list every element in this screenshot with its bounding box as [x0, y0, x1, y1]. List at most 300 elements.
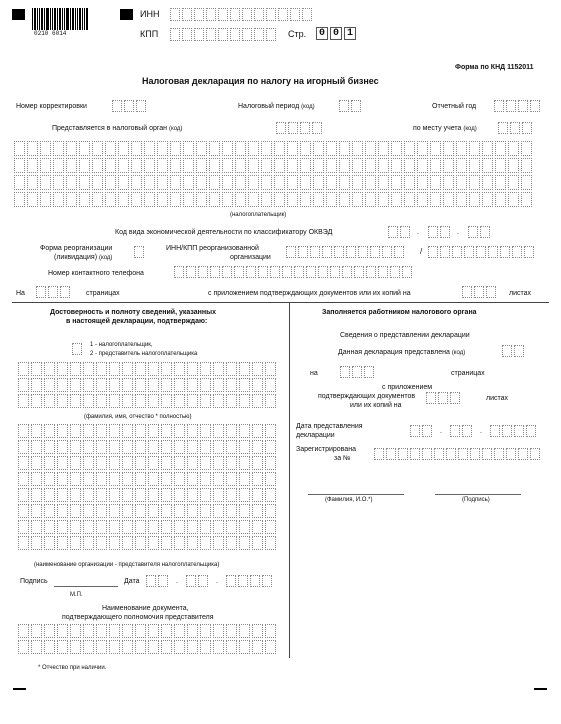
input-cell[interactable] [44, 536, 55, 550]
input-cell[interactable] [18, 504, 29, 518]
input-cell[interactable] [187, 504, 198, 518]
input-cell[interactable] [508, 192, 519, 207]
input-cell[interactable] [482, 175, 493, 190]
input-cell[interactable] [174, 488, 185, 502]
input-cell[interactable] [70, 520, 81, 534]
input-cell[interactable] [122, 424, 133, 438]
input-cell[interactable] [200, 362, 211, 376]
input-cell[interactable] [313, 192, 324, 207]
input-cell[interactable] [157, 141, 168, 156]
input-cell[interactable] [252, 520, 263, 534]
input-cell[interactable] [161, 362, 172, 376]
right-date-month-cells[interactable] [450, 425, 474, 437]
input-cell[interactable] [135, 394, 146, 408]
input-cell[interactable] [174, 504, 185, 518]
input-cell[interactable] [148, 456, 159, 470]
input-cell[interactable] [18, 520, 29, 534]
input-cell[interactable] [83, 362, 94, 376]
representative-org-grid[interactable] [18, 424, 278, 552]
input-cell[interactable] [148, 440, 159, 454]
input-cell[interactable] [417, 158, 428, 173]
input-cell[interactable] [70, 536, 81, 550]
input-cell[interactable] [456, 192, 467, 207]
input-cell[interactable] [239, 424, 250, 438]
input-cell[interactable] [456, 175, 467, 190]
input-cell[interactable] [430, 141, 441, 156]
input-cell[interactable] [14, 158, 25, 173]
input-cell[interactable] [174, 424, 185, 438]
input-cell[interactable] [378, 158, 389, 173]
input-cell[interactable] [161, 440, 172, 454]
submitted-to-cells[interactable] [276, 122, 324, 134]
input-cell[interactable] [14, 175, 25, 190]
input-cell[interactable] [239, 362, 250, 376]
input-cell[interactable] [469, 192, 480, 207]
input-cell[interactable] [174, 440, 185, 454]
input-cell[interactable] [31, 440, 42, 454]
input-cell[interactable] [105, 175, 116, 190]
input-cell[interactable] [174, 640, 185, 654]
input-cell[interactable] [239, 624, 250, 638]
input-cell[interactable] [213, 488, 224, 502]
input-cell[interactable] [183, 141, 194, 156]
input-cell[interactable] [390, 266, 400, 278]
input-cell[interactable] [187, 378, 198, 392]
input-cell[interactable] [135, 362, 146, 376]
input-cell[interactable] [14, 192, 25, 207]
input-cell[interactable] [518, 448, 528, 460]
input-cell[interactable] [96, 378, 107, 392]
input-cell[interactable] [428, 246, 438, 258]
input-cell[interactable] [70, 424, 81, 438]
input-cell[interactable] [118, 192, 129, 207]
input-cell[interactable] [18, 362, 29, 376]
input-cell[interactable] [370, 246, 380, 258]
input-cell[interactable] [326, 192, 337, 207]
input-cell[interactable] [27, 141, 38, 156]
input-cell[interactable] [378, 175, 389, 190]
input-cell[interactable] [378, 266, 388, 278]
input-cell[interactable] [446, 448, 456, 460]
input-cell[interactable] [470, 448, 480, 460]
input-cell[interactable] [18, 394, 29, 408]
input-cell[interactable] [252, 504, 263, 518]
input-cell[interactable] [122, 536, 133, 550]
input-cell[interactable] [287, 175, 298, 190]
input-cell[interactable] [365, 158, 376, 173]
input-cell[interactable] [209, 192, 220, 207]
input-cell[interactable] [31, 456, 42, 470]
input-cell[interactable] [352, 192, 363, 207]
input-cell[interactable] [200, 520, 211, 534]
input-cell[interactable] [261, 141, 272, 156]
input-cell[interactable] [378, 141, 389, 156]
okved-cells-2[interactable] [428, 226, 452, 238]
input-cell[interactable] [326, 175, 337, 190]
input-cell[interactable] [282, 266, 292, 278]
input-cell[interactable] [96, 394, 107, 408]
input-cell[interactable] [235, 175, 246, 190]
input-cell[interactable] [83, 504, 94, 518]
input-cell[interactable] [274, 192, 285, 207]
inn-cells[interactable] [170, 8, 314, 21]
registration-place-cells[interactable] [498, 122, 534, 134]
input-cell[interactable] [118, 158, 129, 173]
input-cell[interactable] [122, 440, 133, 454]
input-cell[interactable] [434, 448, 444, 460]
input-cell[interactable] [239, 504, 250, 518]
input-cell[interactable] [318, 266, 328, 278]
input-cell[interactable] [161, 536, 172, 550]
input-cell[interactable] [482, 141, 493, 156]
input-cell[interactable] [482, 192, 493, 207]
input-cell[interactable] [300, 158, 311, 173]
input-cell[interactable] [96, 472, 107, 486]
input-cell[interactable] [187, 488, 198, 502]
input-cell[interactable] [31, 624, 42, 638]
input-cell[interactable] [352, 175, 363, 190]
input-cell[interactable] [57, 536, 68, 550]
input-cell[interactable] [374, 448, 384, 460]
input-cell[interactable] [148, 424, 159, 438]
input-cell[interactable] [122, 472, 133, 486]
input-cell[interactable] [44, 488, 55, 502]
input-cell[interactable] [83, 536, 94, 550]
input-cell[interactable] [287, 141, 298, 156]
input-cell[interactable] [339, 192, 350, 207]
input-cell[interactable] [248, 158, 259, 173]
input-cell[interactable] [18, 488, 29, 502]
input-cell[interactable] [265, 394, 276, 408]
input-cell[interactable] [306, 266, 316, 278]
input-cell[interactable] [161, 624, 172, 638]
input-cell[interactable] [18, 640, 29, 654]
input-cell[interactable] [495, 175, 506, 190]
input-cell[interactable] [161, 472, 172, 486]
input-cell[interactable] [57, 378, 68, 392]
input-cell[interactable] [524, 246, 534, 258]
input-cell[interactable] [131, 158, 142, 173]
input-cell[interactable] [148, 520, 159, 534]
input-cell[interactable] [96, 362, 107, 376]
input-cell[interactable] [122, 456, 133, 470]
input-cell[interactable] [144, 158, 155, 173]
input-cell[interactable] [44, 624, 55, 638]
input-cell[interactable] [196, 192, 207, 207]
input-cell[interactable] [131, 141, 142, 156]
input-cell[interactable] [135, 440, 146, 454]
input-cell[interactable] [265, 504, 276, 518]
input-cell[interactable] [213, 362, 224, 376]
input-cell[interactable] [40, 192, 51, 207]
input-cell[interactable] [313, 141, 324, 156]
input-cell[interactable] [265, 362, 276, 376]
input-cell[interactable] [365, 141, 376, 156]
input-cell[interactable] [122, 504, 133, 518]
input-cell[interactable] [135, 640, 146, 654]
input-cell[interactable] [200, 378, 211, 392]
input-cell[interactable] [252, 456, 263, 470]
input-cell[interactable] [200, 456, 211, 470]
input-cell[interactable] [79, 175, 90, 190]
input-cell[interactable] [226, 640, 237, 654]
input-cell[interactable] [148, 488, 159, 502]
input-cell[interactable] [226, 624, 237, 638]
input-cell[interactable] [118, 141, 129, 156]
input-cell[interactable] [391, 175, 402, 190]
input-cell[interactable] [213, 394, 224, 408]
input-cell[interactable] [144, 141, 155, 156]
input-cell[interactable] [252, 488, 263, 502]
input-cell[interactable] [394, 246, 404, 258]
input-cell[interactable] [148, 362, 159, 376]
input-cell[interactable] [135, 424, 146, 438]
input-cell[interactable] [213, 472, 224, 486]
input-cell[interactable] [109, 504, 120, 518]
input-cell[interactable] [226, 488, 237, 502]
input-cell[interactable] [44, 424, 55, 438]
input-cell[interactable] [358, 246, 368, 258]
input-cell[interactable] [222, 158, 233, 173]
input-cell[interactable] [476, 246, 486, 258]
input-cell[interactable] [105, 158, 116, 173]
input-cell[interactable] [83, 424, 94, 438]
right-pages-cells[interactable] [340, 366, 376, 378]
input-cell[interactable] [44, 456, 55, 470]
okved-cells-1[interactable] [388, 226, 412, 238]
input-cell[interactable] [339, 141, 350, 156]
input-cell[interactable] [70, 624, 81, 638]
input-cell[interactable] [53, 175, 64, 190]
right-date-day-cells[interactable] [410, 425, 434, 437]
input-cell[interactable] [391, 158, 402, 173]
input-cell[interactable] [70, 362, 81, 376]
input-cell[interactable] [196, 158, 207, 173]
input-cell[interactable] [404, 175, 415, 190]
input-cell[interactable] [226, 378, 237, 392]
input-cell[interactable] [488, 246, 498, 258]
input-cell[interactable] [92, 175, 103, 190]
input-cell[interactable] [161, 424, 172, 438]
input-cell[interactable] [31, 640, 42, 654]
right-date-year-cells[interactable] [490, 425, 538, 437]
input-cell[interactable] [200, 394, 211, 408]
input-cell[interactable] [109, 488, 120, 502]
input-cell[interactable] [252, 362, 263, 376]
input-cell[interactable] [183, 192, 194, 207]
input-cell[interactable] [122, 640, 133, 654]
correction-number-cells[interactable] [112, 100, 148, 112]
input-cell[interactable] [200, 640, 211, 654]
input-cell[interactable] [27, 175, 38, 190]
input-cell[interactable] [44, 362, 55, 376]
input-cell[interactable] [183, 175, 194, 190]
input-cell[interactable] [248, 192, 259, 207]
input-cell[interactable] [135, 504, 146, 518]
input-cell[interactable] [265, 378, 276, 392]
input-cell[interactable] [109, 472, 120, 486]
input-cell[interactable] [131, 175, 142, 190]
input-cell[interactable] [417, 141, 428, 156]
input-cell[interactable] [469, 141, 480, 156]
input-cell[interactable] [366, 266, 376, 278]
input-cell[interactable] [57, 394, 68, 408]
input-cell[interactable] [174, 362, 185, 376]
input-cell[interactable] [57, 520, 68, 534]
input-cell[interactable] [274, 158, 285, 173]
input-cell[interactable] [135, 624, 146, 638]
input-cell[interactable] [402, 266, 412, 278]
input-cell[interactable] [252, 424, 263, 438]
input-cell[interactable] [213, 536, 224, 550]
input-cell[interactable] [286, 246, 296, 258]
input-cell[interactable] [235, 192, 246, 207]
input-cell[interactable] [248, 175, 259, 190]
input-cell[interactable] [135, 472, 146, 486]
input-cell[interactable] [213, 520, 224, 534]
input-cell[interactable] [198, 266, 208, 278]
input-cell[interactable] [109, 362, 120, 376]
input-cell[interactable] [248, 141, 259, 156]
input-cell[interactable] [174, 378, 185, 392]
input-cell[interactable] [310, 246, 320, 258]
input-cell[interactable] [252, 440, 263, 454]
input-cell[interactable] [200, 536, 211, 550]
input-cell[interactable] [200, 424, 211, 438]
input-cell[interactable] [346, 246, 356, 258]
input-cell[interactable] [131, 192, 142, 207]
input-cell[interactable] [200, 440, 211, 454]
input-cell[interactable] [174, 536, 185, 550]
input-cell[interactable] [404, 141, 415, 156]
input-cell[interactable] [265, 640, 276, 654]
input-cell[interactable] [313, 175, 324, 190]
input-cell[interactable] [92, 141, 103, 156]
input-cell[interactable] [222, 192, 233, 207]
input-cell[interactable] [239, 520, 250, 534]
input-cell[interactable] [187, 624, 198, 638]
input-cell[interactable] [508, 175, 519, 190]
input-cell[interactable] [404, 192, 415, 207]
input-cell[interactable] [300, 192, 311, 207]
input-cell[interactable] [157, 192, 168, 207]
input-cell[interactable] [148, 536, 159, 550]
input-cell[interactable] [226, 520, 237, 534]
input-cell[interactable] [157, 158, 168, 173]
input-cell[interactable] [226, 472, 237, 486]
authority-document-grid[interactable] [18, 624, 278, 656]
input-cell[interactable] [187, 640, 198, 654]
input-cell[interactable] [252, 394, 263, 408]
input-cell[interactable] [398, 448, 408, 460]
input-cell[interactable] [226, 424, 237, 438]
input-cell[interactable] [354, 266, 364, 278]
input-cell[interactable] [196, 175, 207, 190]
input-cell[interactable] [294, 266, 304, 278]
input-cell[interactable] [339, 175, 350, 190]
input-cell[interactable] [187, 440, 198, 454]
input-cell[interactable] [365, 192, 376, 207]
input-cell[interactable] [161, 504, 172, 518]
input-cell[interactable] [213, 624, 224, 638]
input-cell[interactable] [352, 141, 363, 156]
pages-cells[interactable] [36, 286, 72, 298]
input-cell[interactable] [469, 175, 480, 190]
input-cell[interactable] [326, 158, 337, 173]
input-cell[interactable] [187, 424, 198, 438]
input-cell[interactable] [494, 448, 504, 460]
input-cell[interactable] [57, 362, 68, 376]
input-cell[interactable] [70, 456, 81, 470]
input-cell[interactable] [96, 624, 107, 638]
input-cell[interactable] [252, 472, 263, 486]
input-cell[interactable] [187, 362, 198, 376]
input-cell[interactable] [148, 472, 159, 486]
input-cell[interactable] [187, 520, 198, 534]
input-cell[interactable] [157, 175, 168, 190]
input-cell[interactable] [83, 640, 94, 654]
input-cell[interactable] [252, 624, 263, 638]
input-cell[interactable] [66, 192, 77, 207]
input-cell[interactable] [209, 175, 220, 190]
input-cell[interactable] [234, 266, 244, 278]
input-cell[interactable] [422, 448, 432, 460]
input-cell[interactable] [31, 472, 42, 486]
signer-type-cell[interactable] [72, 343, 84, 355]
input-cell[interactable] [521, 141, 532, 156]
input-cell[interactable] [31, 378, 42, 392]
input-cell[interactable] [530, 448, 540, 460]
input-cell[interactable] [239, 378, 250, 392]
input-cell[interactable] [57, 472, 68, 486]
input-cell[interactable] [170, 175, 181, 190]
input-cell[interactable] [482, 448, 492, 460]
input-cell[interactable] [122, 362, 133, 376]
input-cell[interactable] [148, 504, 159, 518]
input-cell[interactable] [213, 640, 224, 654]
input-cell[interactable] [92, 192, 103, 207]
input-cell[interactable] [252, 536, 263, 550]
input-cell[interactable] [239, 472, 250, 486]
okved-cells-3[interactable] [468, 226, 492, 238]
input-cell[interactable] [222, 141, 233, 156]
input-cell[interactable] [261, 175, 272, 190]
right-attach-cells[interactable] [426, 392, 462, 404]
input-cell[interactable] [386, 448, 396, 460]
input-cell[interactable] [148, 624, 159, 638]
input-cell[interactable] [365, 175, 376, 190]
input-cell[interactable] [31, 394, 42, 408]
input-cell[interactable] [170, 192, 181, 207]
input-cell[interactable] [495, 141, 506, 156]
reorg-form-cells[interactable] [134, 246, 146, 258]
input-cell[interactable] [261, 192, 272, 207]
input-cell[interactable] [70, 504, 81, 518]
input-cell[interactable] [79, 158, 90, 173]
input-cell[interactable] [66, 158, 77, 173]
input-cell[interactable] [31, 536, 42, 550]
input-cell[interactable] [148, 394, 159, 408]
input-cell[interactable] [265, 472, 276, 486]
input-cell[interactable] [57, 640, 68, 654]
input-cell[interactable] [40, 158, 51, 173]
input-cell[interactable] [495, 158, 506, 173]
input-cell[interactable] [239, 394, 250, 408]
input-cell[interactable] [322, 246, 332, 258]
input-cell[interactable] [18, 624, 29, 638]
input-cell[interactable] [18, 440, 29, 454]
input-cell[interactable] [96, 456, 107, 470]
